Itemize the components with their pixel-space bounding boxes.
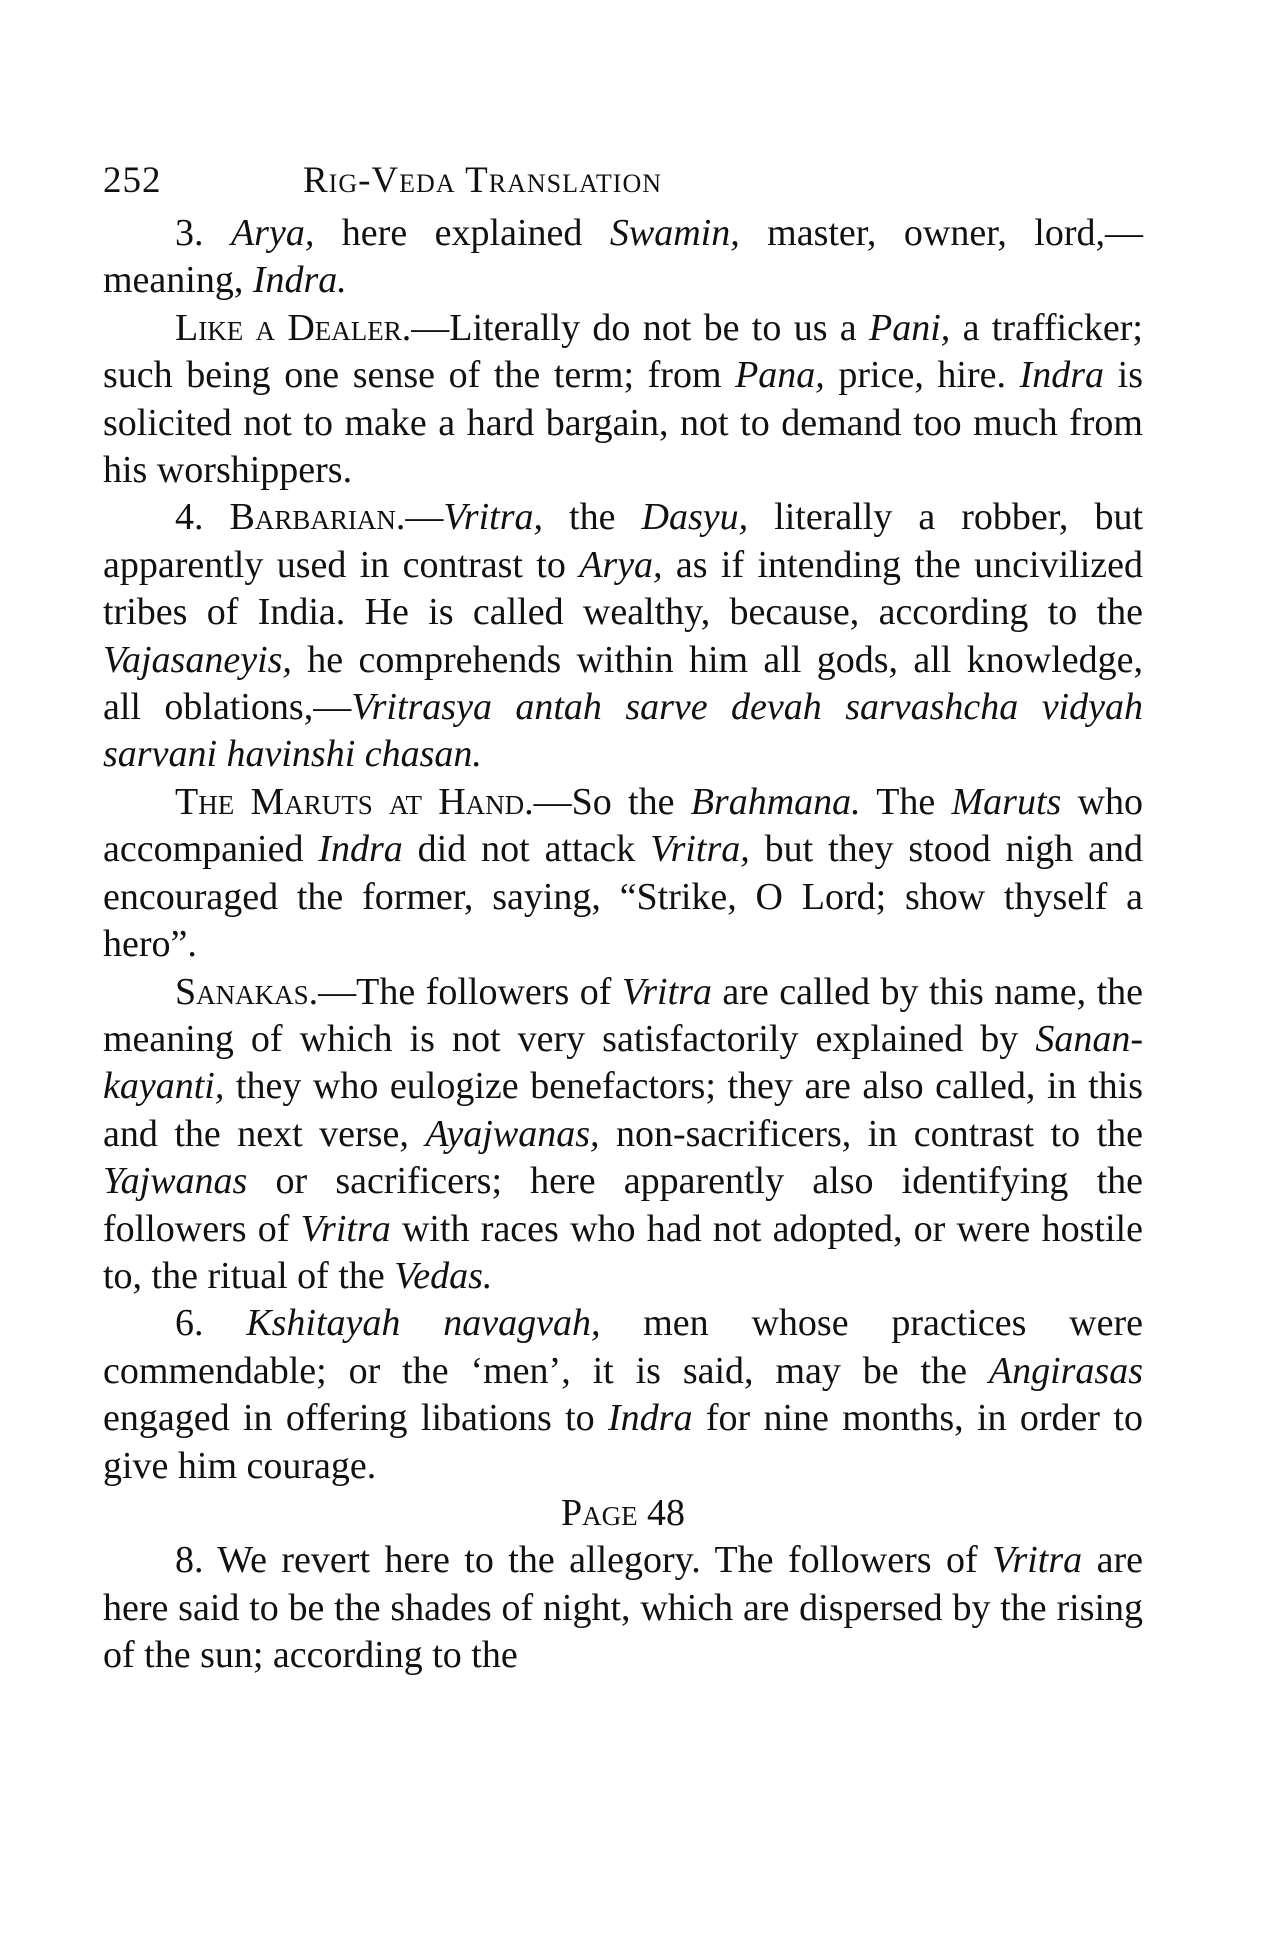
text-run: or sacrificers; here apparently also identifying the followers of [103,1160,1143,1250]
paragraph [103,969,1143,1301]
italic-term: Pani, [869,306,951,349]
italic-term: Ayajwanas, [425,1112,600,1155]
italic-term: Vritra [621,970,712,1013]
italic-term: Vritra, [650,828,750,871]
text-run: engaged in offering libations to [103,1397,609,1440]
text-run: who accompanied [103,780,1143,871]
page-number: 252 [103,160,162,201]
italic-term: Indra [1019,354,1105,397]
text-run: he comprehends within him all gods, all knowledge, all oblations,— [103,638,1143,729]
text-run: master, owner, lord,—meaning, [103,212,1144,302]
italic-term: Vritra, [443,496,543,539]
text-run: —The followers of [318,970,622,1013]
italic-term: Arya, [579,543,663,586]
paragraph-heading: Sanakas. [175,970,319,1013]
text-run: are here said to be the shades of night, which are dispersed by the rising of the sun; according to the [103,1539,1143,1677]
closing-paragraph [103,1537,1143,1679]
italic-term: Maruts [951,780,1062,823]
text-run: 6. [175,1302,247,1345]
italic-term: Kshitayah navagvah, [246,1302,601,1345]
italic-term: Vajasaneyis, [103,638,292,681]
text-run: The [860,780,952,823]
body-text [103,210,1143,1680]
italic-term: Vritra [992,1539,1083,1582]
paragraph-heading: The Maruts at Hand. [175,780,534,823]
book-page [103,152,1143,1680]
text-run: literally a robber, but apparently used in contrast to [103,496,1143,586]
text-run: 3. [175,212,231,254]
paragraph-heading: Like a Dealer. [175,306,412,349]
text-run: non-sacrificers, in contrast to the [599,1112,1143,1155]
text-run: are called by this name, the meaning of which is not very satisfactorily explained by [103,970,1143,1060]
italic-term: Vritrasya antah sarve devah sarvashcha vidyah sarvani havinshi chasan. [103,686,1143,776]
running-title: Rig-Veda Translation [303,160,662,201]
text-run: here explained [314,212,610,254]
text-run: 4. [175,496,230,539]
italic-term: Angirasas [988,1349,1143,1392]
italic-term: Sanan-kayanti, [103,1017,1143,1108]
text-run: the [543,496,642,539]
italic-term: Arya, [230,212,315,254]
text-run: — [405,496,444,539]
italic-term: Brahmana. [690,780,861,823]
paragraph [103,210,1143,305]
running-head [103,152,1143,210]
paragraph [103,305,1143,495]
text-run: 8. We revert here to the allegory. The followers of [175,1539,993,1582]
text-run: price, hire. [824,354,1020,397]
italic-term: Pana, [735,354,825,397]
text-run: they who eulogize benefactors; they are also called, in this and the next verse, [103,1065,1143,1155]
text-run: as if intending the uncivilized tribes of India. He is called wealthy, because, according to the [103,543,1143,634]
text-run: —So the [533,780,691,823]
paragraph-list [103,210,1143,1490]
text-run: but they stood nigh and encouraged the former, saying, “Strike, O Lord; show thyself a hero”. [103,828,1143,966]
italic-term: Indra. [252,259,347,302]
italic-term: Vedas. [394,1254,493,1297]
text-run: for nine months, in order to give him courage. [103,1397,1143,1487]
italic-term: Dasyu, [641,496,749,539]
text-run: men whose practices were commendable; or the ‘men’, it is said, may be the [103,1302,1144,1392]
text-run: is solicited not to make a hard bargain, not to demand too much from his worshippers. [103,354,1143,492]
text-run: —Literally do not be to us a [411,306,869,349]
italic-term: Yajwanas [103,1160,248,1203]
italic-term: Indra [318,828,403,871]
text-run: with races who had not adopted, or were hostile to, the ritual of the [103,1207,1143,1297]
italic-term: Swamin, [609,212,740,254]
text-run: a trafficker; such being one sense of the term; from [103,306,1143,397]
paragraph [103,494,1143,778]
paragraph [103,779,1143,969]
italic-term: Vritra [300,1207,391,1250]
italic-term: Indra [608,1397,693,1440]
paragraph-heading: Barbarian. [229,496,406,539]
section-heading: Page 48 [560,1491,686,1534]
text-run: did not attack [402,828,651,871]
paragraph [103,1300,1143,1490]
